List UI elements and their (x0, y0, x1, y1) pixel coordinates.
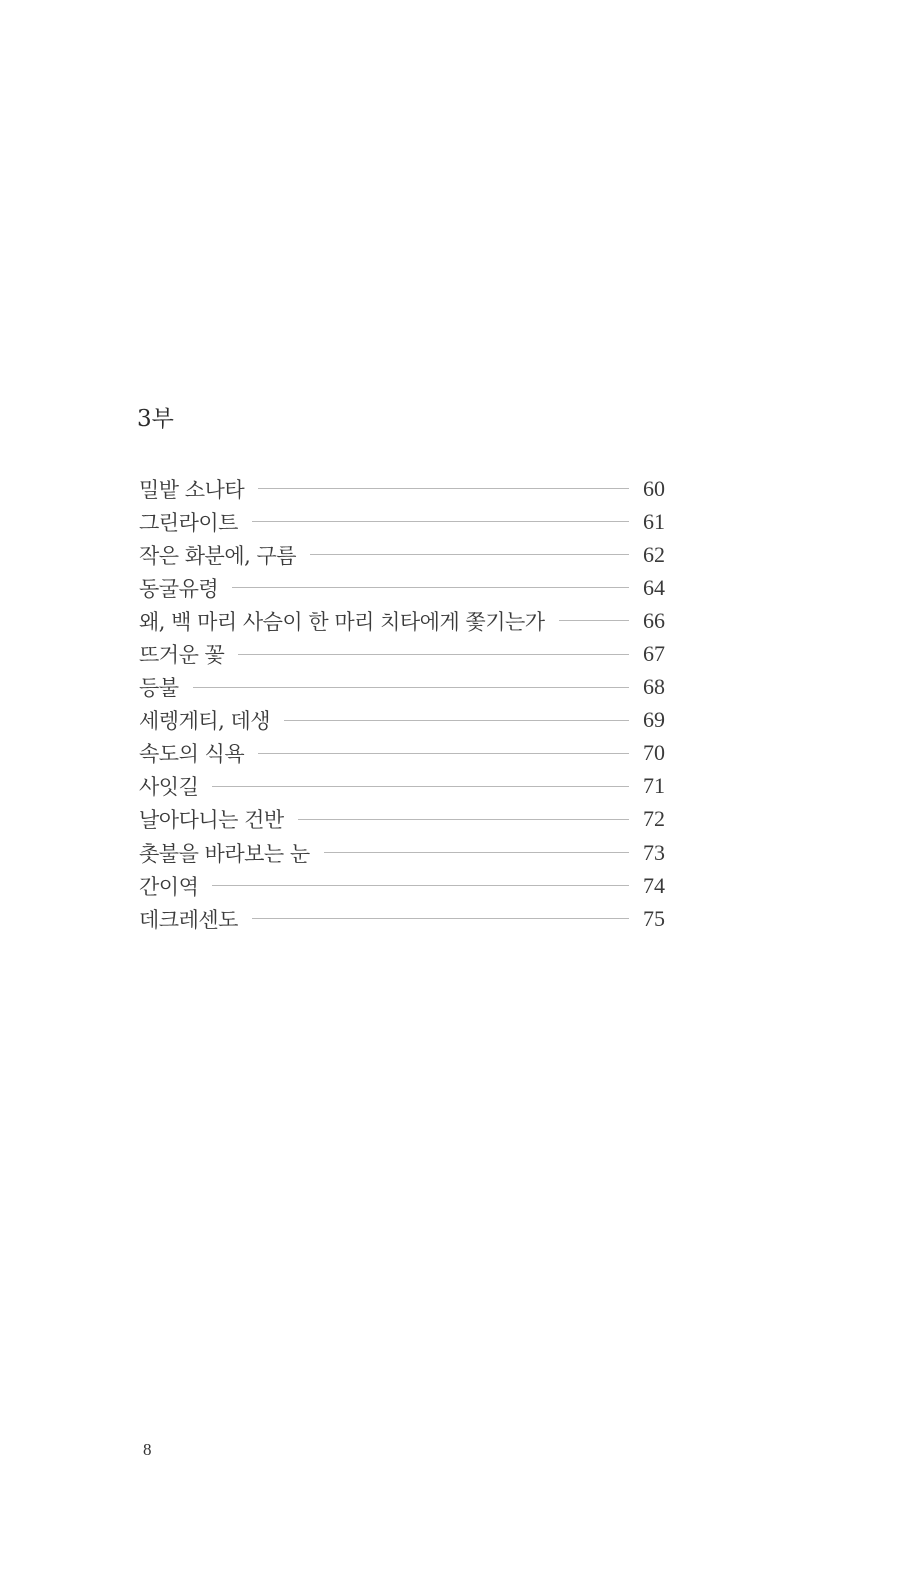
toc-entry-title: 사잇길 (139, 775, 199, 800)
toc-entry[interactable] (139, 604, 665, 637)
toc-entry-page: 71 (643, 773, 665, 799)
toc-leader-line (252, 521, 629, 522)
toc-entry-page: 64 (643, 574, 665, 600)
toc-entry-title: 동굴유령 (139, 576, 219, 601)
toc-entry[interactable] (139, 704, 665, 737)
toc-entry[interactable] (139, 770, 665, 803)
toc-entry-title: 데크레센도 (139, 907, 238, 932)
toc-entry[interactable] (139, 538, 665, 571)
toc-entry-page: 67 (643, 641, 665, 667)
toc-entry[interactable] (139, 671, 665, 704)
toc-entry-title: 작은 화분에, 구름 (139, 543, 297, 568)
toc-entry[interactable] (139, 505, 665, 538)
toc-leader-line (310, 554, 629, 555)
toc-entry-title: 촛불을 바라보는 눈 (139, 841, 310, 866)
toc-entry-title: 왜, 백 마리 사슴이 한 마리 치타에게 쫓기는가 (139, 609, 545, 634)
toc-entry-title: 등불 (139, 676, 179, 701)
toc-entry[interactable] (139, 637, 665, 670)
toc-leader-line (324, 852, 629, 853)
toc-leader-line (232, 587, 629, 588)
toc-entry-page: 61 (643, 508, 665, 534)
toc-entry-title: 그린라이트 (139, 510, 238, 535)
toc-leader-line (559, 620, 629, 621)
toc-entry-title: 세렝게티, 데생 (139, 709, 271, 734)
toc-leader-line (212, 885, 629, 886)
toc-leader-line (212, 786, 629, 787)
toc-entry-page: 60 (643, 475, 665, 501)
toc-leader-line (284, 720, 629, 721)
toc-entry-page: 73 (643, 839, 665, 865)
toc-entry[interactable] (139, 571, 665, 604)
toc-leader-line (238, 654, 629, 655)
toc-entry[interactable] (139, 869, 665, 902)
toc-entry-page: 68 (643, 674, 665, 700)
toc-entry-title: 간이역 (139, 874, 199, 899)
toc-entry-page: 66 (643, 607, 665, 633)
toc-entry-page: 69 (643, 707, 665, 733)
toc-entry-page: 74 (643, 872, 665, 898)
toc-entry[interactable] (139, 803, 665, 836)
toc-entry-page: 62 (643, 541, 665, 567)
toc-leader-line (258, 753, 629, 754)
toc-leader-line (298, 819, 629, 820)
section-title: 3부 (137, 406, 174, 432)
toc-entry-page: 72 (643, 806, 665, 832)
toc-entry-title: 속도의 식욕 (139, 742, 245, 767)
toc-entry-title: 밀밭 소나타 (139, 477, 245, 502)
toc-leader-line (252, 918, 629, 919)
toc-leader-line (193, 687, 629, 688)
folio-page-number: 8 (143, 1440, 152, 1459)
toc-leader-line (258, 488, 629, 489)
toc-entry[interactable] (139, 902, 665, 935)
toc-entry[interactable] (139, 836, 665, 869)
toc-entry-page: 75 (643, 905, 665, 931)
table-of-contents (139, 472, 665, 935)
toc-entry-title: 뜨거운 꽃 (139, 643, 225, 668)
toc-entry-page: 70 (643, 740, 665, 766)
toc-entry-title: 날아다니는 건반 (139, 808, 284, 833)
toc-entry[interactable] (139, 472, 665, 505)
toc-entry[interactable] (139, 737, 665, 770)
